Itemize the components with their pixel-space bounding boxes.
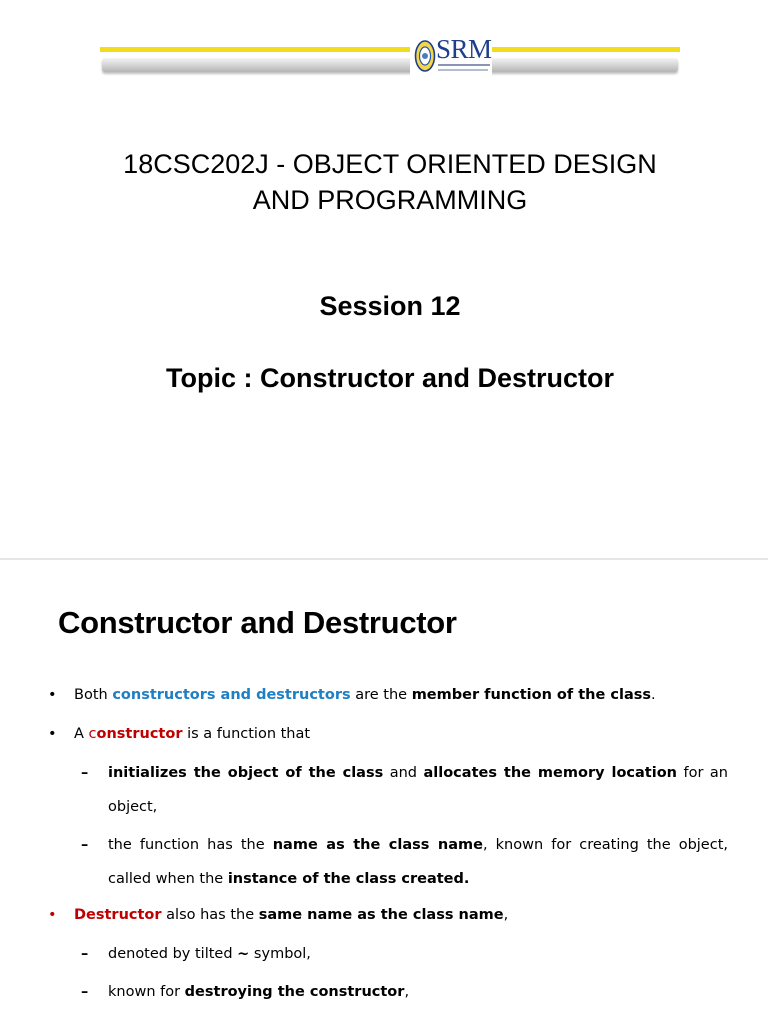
srm-emblem-icon bbox=[414, 38, 436, 74]
highlight-text: Destructor bbox=[74, 907, 162, 923]
logo-tagline-line bbox=[438, 69, 488, 71]
list-item: • Both constructors and destructors are the member function of the class. bbox=[48, 678, 728, 713]
logo-text: SRM bbox=[436, 34, 492, 64]
dash-icon: – bbox=[81, 946, 89, 962]
course-title-line: 18CSC202J - OBJECT ORIENTED DESIGN bbox=[123, 149, 657, 179]
session-label: Session 12 bbox=[319, 291, 461, 321]
dash-icon: – bbox=[81, 984, 89, 1000]
bullet-list bbox=[48, 678, 728, 1009]
course-title-line: AND PROGRAMMING bbox=[252, 185, 528, 215]
bullet-icon: • bbox=[48, 726, 57, 742]
dash-icon: – bbox=[81, 837, 89, 853]
logo-tagline-line bbox=[438, 64, 490, 66]
sub-list-item: – known for destroying the constructor, bbox=[48, 975, 728, 1009]
slide-title: Constructor and Destructor bbox=[58, 605, 457, 640]
sub-list-item: – denoted by tilted ~ symbol, bbox=[48, 937, 728, 971]
highlight-text: constructors and destructors bbox=[112, 687, 351, 703]
list-item: • Destructor also has the same name as the class name, bbox=[48, 898, 728, 933]
banner-yellow-stripe bbox=[100, 47, 680, 52]
highlight-text: onstructor bbox=[96, 726, 183, 742]
topic-label: Topic : Constructor and Destructor bbox=[165, 363, 615, 393]
content-slide bbox=[0, 560, 768, 1024]
dash-icon: – bbox=[81, 765, 89, 781]
course-title bbox=[40, 146, 740, 218]
header-banner bbox=[100, 34, 680, 78]
sub-list-item: – initializes the object of the class and allocates the memory location for an object, bbox=[48, 756, 728, 824]
sub-list-item: – the function has the name as the class name, known for creating the object, called when the instance of the class created. bbox=[48, 828, 728, 896]
srm-logo bbox=[410, 36, 492, 80]
banner-gray-bar bbox=[102, 58, 678, 72]
list-item: • A constructor is a function that bbox=[48, 717, 728, 752]
bullet-icon: • bbox=[48, 687, 57, 703]
bullet-icon: • bbox=[48, 907, 57, 923]
